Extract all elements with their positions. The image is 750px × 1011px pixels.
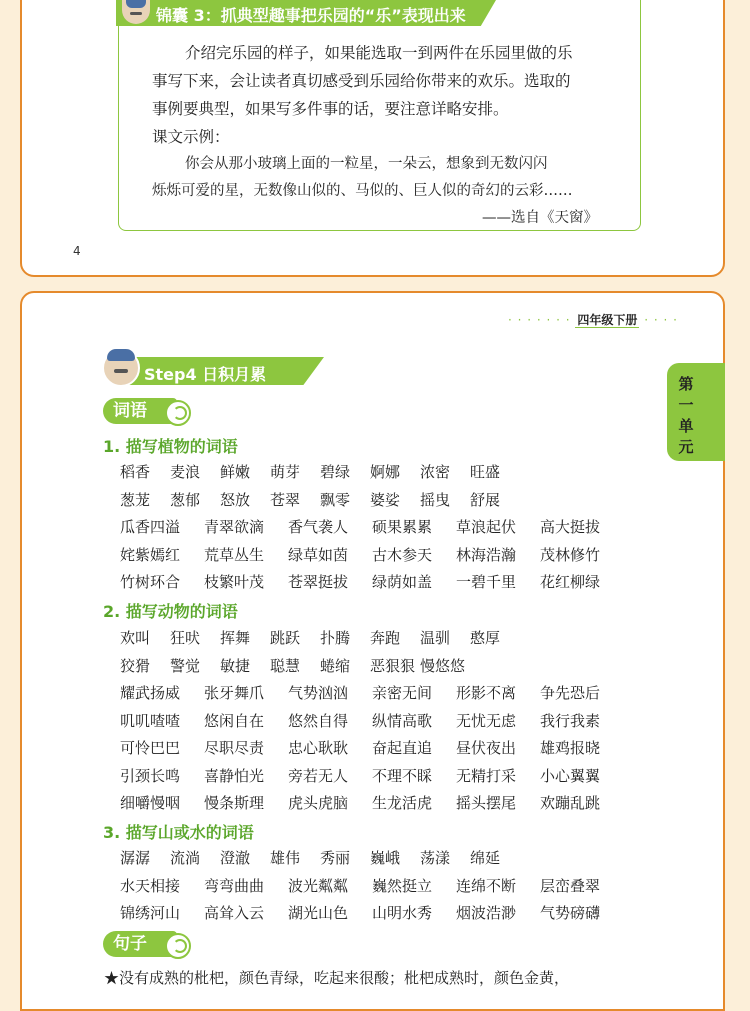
word-item: 叽叽喳喳 <box>120 711 181 730</box>
example-line: 烁烁可爱的星，无数像山似的、马似的、巨人似的奇幻的云彩…… <box>152 183 573 199</box>
tip-paragraph-line: 事例要典型，如果写多件事的话，要注意详略安排。 <box>152 100 509 118</box>
word-row <box>120 765 624 786</box>
word-row <box>120 737 624 758</box>
word-item: 旺盛 <box>470 463 501 481</box>
word-item: 聪慧 <box>270 656 301 675</box>
word-item: 耀武扬威 <box>120 684 181 702</box>
word-item: 可怜巴巴 <box>120 739 181 757</box>
example-label: 课文示例： <box>152 128 230 146</box>
word-item: 温驯 <box>420 629 451 647</box>
word-item: 欢蹦乱跳 <box>540 794 601 812</box>
word-item: 婀娜 <box>370 463 401 481</box>
word-item: 花红柳绿 <box>540 573 601 591</box>
word-item: 层峦叠翠 <box>540 876 601 895</box>
word-item: 气势磅礴 <box>540 904 601 922</box>
cloud-icon <box>165 933 191 959</box>
word-item: 警觉 <box>170 656 201 675</box>
word-item: 无精打采 <box>456 766 517 785</box>
word-item: 狂吠 <box>170 629 201 647</box>
word-item: 绿草如茵 <box>288 545 349 564</box>
word-item: 张牙舞爪 <box>204 684 265 702</box>
word-item: 婆娑 <box>370 490 401 509</box>
word-row <box>120 710 624 731</box>
word-item: 高大挺拔 <box>540 518 601 536</box>
word-item: 蜷缩 <box>320 656 351 675</box>
word-item: 稻香 <box>120 463 151 481</box>
word-item: 瓜香四溢 <box>120 518 181 536</box>
word-item: 摇曳 <box>420 490 451 509</box>
word-item: 无忧无虑 <box>456 711 517 730</box>
word-item: 昼伏夜出 <box>456 739 517 757</box>
word-item: 怒放 <box>220 490 251 509</box>
word-item: 山明水秀 <box>372 904 433 922</box>
cloud-icon <box>165 400 191 426</box>
word-item: 葱茏 <box>120 490 151 509</box>
dots-left: · · · · · · · <box>508 313 576 327</box>
word-row <box>120 847 520 868</box>
word-item: 雄鸡报晓 <box>540 739 601 757</box>
tip-paragraph-line: 介绍完乐园的样子，如果能选取一到两件在乐园里做的乐 <box>185 44 573 62</box>
tip-paragraph-line: 事写下来，会让读者真切感受到乐园给你带来的欢乐。选取的 <box>152 72 571 90</box>
example-line: 你会从那小玻璃上面的一粒星，一朵云，想象到无数闪闪 <box>185 156 548 172</box>
word-item: 悠闲自在 <box>204 711 265 730</box>
word-item: 湖光山色 <box>288 904 349 922</box>
section-title: 3. 描写山或水的词语 <box>103 823 254 842</box>
word-item: 跳跃 <box>270 629 301 647</box>
word-item: 恶狠狠 <box>370 656 416 675</box>
word-item: 敏捷 <box>220 656 251 675</box>
word-item: 茂林修竹 <box>540 545 601 564</box>
words-tag-label: 词语 <box>113 401 147 421</box>
word-item: 水天相接 <box>120 876 181 895</box>
sentences-tag <box>103 931 177 957</box>
word-row <box>120 627 520 648</box>
word-item: 枝繁叶茂 <box>204 573 265 591</box>
word-item: 扑腾 <box>320 629 351 647</box>
word-item: 烟波浩渺 <box>456 904 517 922</box>
word-item: 喜静怕光 <box>204 766 265 785</box>
word-item: 古木参天 <box>372 545 433 564</box>
word-item: 欢叫 <box>120 629 151 647</box>
word-item: 青翠欲滴 <box>204 518 265 536</box>
word-item: 舒展 <box>470 490 501 509</box>
word-row <box>120 544 624 565</box>
grade-text: 四年级下册 <box>577 313 638 327</box>
word-item: 一碧千里 <box>456 573 517 591</box>
word-item: 憨厚 <box>470 629 501 647</box>
word-item: 连绵不断 <box>456 876 517 895</box>
word-item: 萌芽 <box>270 463 301 481</box>
grade-label <box>508 311 678 328</box>
word-item: 气势汹汹 <box>288 684 349 702</box>
word-item: 荡漾 <box>420 849 451 867</box>
word-item: 香气袭人 <box>288 518 349 536</box>
word-item: 引颈长鸣 <box>120 766 181 785</box>
word-item: 苍翠挺拔 <box>288 573 349 591</box>
word-row <box>120 461 520 482</box>
word-row <box>120 516 624 537</box>
word-item: 流淌 <box>170 849 201 867</box>
word-row <box>120 489 520 510</box>
word-item: 绿荫如盖 <box>372 573 433 591</box>
word-item: 悠然自得 <box>288 711 349 730</box>
page-number: 4 <box>73 244 81 258</box>
word-item: 慢条斯理 <box>204 794 265 812</box>
word-item: 秀丽 <box>320 849 351 867</box>
word-item: 形影不离 <box>456 684 517 702</box>
cartoon-avatar-icon <box>102 349 140 387</box>
word-item: 尽职尽责 <box>204 739 265 757</box>
word-item: 忠心耿耿 <box>288 739 349 757</box>
words-tag <box>103 398 177 424</box>
word-item: 挥舞 <box>220 629 251 647</box>
word-item: 慢悠悠 <box>420 656 466 675</box>
word-item: 亲密无间 <box>372 684 433 702</box>
step-title: Step4 日积月累 <box>144 365 267 384</box>
unit-side-tab-label: 第一单元 <box>678 375 694 456</box>
word-item: 锦绣河山 <box>120 904 181 922</box>
word-item: 荒草丛生 <box>204 545 265 564</box>
word-item: 硕果累累 <box>372 518 433 536</box>
word-item: 细嚼慢咽 <box>120 794 181 812</box>
word-item: 不理不睬 <box>372 766 433 785</box>
word-item: 小心翼翼 <box>540 766 601 785</box>
word-row <box>120 682 624 703</box>
section-title: 2. 描写动物的词语 <box>103 602 238 621</box>
word-item: 浓密 <box>420 463 451 481</box>
word-item: 奋起直追 <box>372 739 433 757</box>
word-item: 巍然挺立 <box>372 876 433 895</box>
word-item: 旁若无人 <box>288 766 349 785</box>
word-item: 纵情高歌 <box>372 711 433 730</box>
word-item: 飘零 <box>320 490 351 509</box>
word-item: 我行我素 <box>540 711 601 730</box>
dots-right: · · · · <box>639 313 678 327</box>
word-item: 虎头虎脑 <box>288 794 349 812</box>
word-item: 林海浩瀚 <box>456 545 517 564</box>
word-item: 鲜嫩 <box>220 463 251 481</box>
word-item: 姹紫嫣红 <box>120 545 181 564</box>
word-item: 绵延 <box>470 849 501 867</box>
word-item: 巍峨 <box>370 849 401 867</box>
word-row <box>120 902 624 923</box>
word-item: 潺潺 <box>120 849 151 867</box>
word-row <box>120 655 470 676</box>
word-item: 生龙活虎 <box>372 794 433 812</box>
word-item: 奔跑 <box>370 629 401 647</box>
word-item: 苍翠 <box>270 490 301 509</box>
word-item: 弯弯曲曲 <box>204 876 265 895</box>
word-item: 草浪起伏 <box>456 518 517 536</box>
section-title: 1. 描写植物的词语 <box>103 437 238 456</box>
word-item: 高耸入云 <box>204 904 265 922</box>
sentences-tag-label: 句子 <box>113 934 147 954</box>
word-item: 竹树环合 <box>120 573 181 591</box>
word-item: 澄澈 <box>220 849 251 867</box>
word-item: 狡猾 <box>120 656 151 675</box>
word-item: 争先恐后 <box>540 684 601 702</box>
word-item: 葱郁 <box>170 490 201 509</box>
word-item: 波光粼粼 <box>288 876 349 895</box>
word-item: 碧绿 <box>320 463 351 481</box>
word-row <box>120 571 624 592</box>
word-row <box>120 792 624 813</box>
word-item: 摇头摆尾 <box>456 794 517 812</box>
word-item: 麦浪 <box>170 463 201 481</box>
word-row <box>120 875 624 896</box>
word-item: 雄伟 <box>270 849 301 867</box>
sentence-line: ★没有成熟的枇杷，颜色青绿，吃起来很酸；枇杷成熟时，颜色金黄， <box>104 969 570 987</box>
tip-title: 锦囊 3：抓典型趣事把乐园的“乐”表现出来 <box>156 6 466 25</box>
example-source: ——选自《天窗》 <box>482 210 598 226</box>
